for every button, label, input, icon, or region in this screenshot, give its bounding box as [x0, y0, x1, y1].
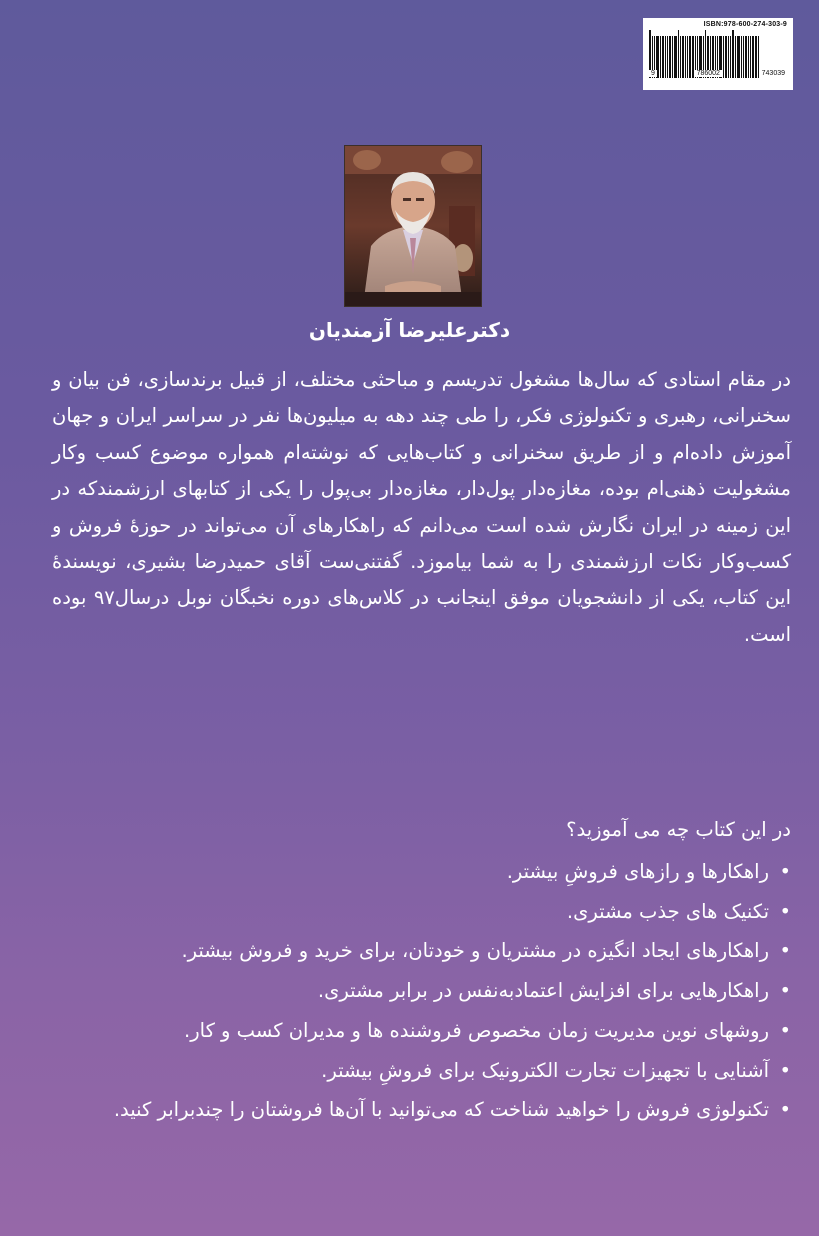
bullet-icon: •	[779, 1058, 791, 1082]
barcode-digits	[649, 70, 787, 77]
bullet-icon: •	[779, 899, 791, 923]
list-item	[51, 931, 791, 971]
author-bio-paragraph: در مقام استادی که سال‌ها مشغول تدریسم و مباحثی مختلف، از قبیل برندسازی، فن بیان و سخنرانی، رهبری و تکنولوژی فکر، را طی چند دهه به میلیون‌ها نفر در سراسر ایران و جهان آموزش داده‌ام و از طریق سخنرانی و کتاب‌هایی که نوشته‌ام همواره موضوع کسب وکار مشغولیت ذهنی‌ام بوده، مغازه‌دار پول‌دار، مغازه‌دار بی‌پول را یکی از کتابهای ارزشمندکه در این زمینه در ایران نگارش شده است می‌دانم که راهکارهای آن می‌تواند در حوزهٔ فروش و کسب‌وکار نکات ارزشمندی را به شما بیاموزد. گفتنی‌ست آقای حمیدرضا بشیری، نویسندهٔ این کتاب، یکی از دانشجویان موفق اینجانب در کلاس‌های دوره نخبگان نوبل درسال۹۷ بوده است.	[52, 368, 791, 646]
bullet-icon: •	[779, 860, 791, 883]
list-item-text: راهکارهایی برای افزایش اعتمادبه‌نفس در برابر مشتری.	[317, 979, 769, 1003]
list-item	[51, 1090, 791, 1130]
learn-heading: در این کتاب چه می آموزید؟	[566, 818, 791, 841]
list-item-text: تکنولوژی فروش را خواهید شناخت که می‌توانید با آن‌ها فروشتان را چندبرابر کنید.	[113, 1098, 769, 1122]
learn-list	[51, 852, 791, 1130]
isbn-label: ISBN:978-600-274-303-9	[703, 21, 787, 28]
list-item	[51, 852, 791, 892]
list-item-text: راهکارها و رازهای فروشِ بیشتر.	[506, 860, 769, 883]
list-item	[51, 892, 791, 932]
barcode-digit-group-2: 743039	[761, 70, 785, 77]
barcode	[643, 18, 793, 90]
barcode-digit-prefix: 9	[651, 70, 655, 77]
author-photo	[344, 145, 482, 307]
bullet-icon: •	[779, 939, 791, 963]
author-name: دکترعلیرضا آزمندیان	[308, 318, 511, 342]
list-item	[51, 971, 791, 1011]
list-item	[51, 1011, 791, 1051]
list-item-text: روشهای نوین مدیریت زمان مخصوص فروشنده ها و مدیران کسب و کار.	[184, 1018, 769, 1042]
list-item-text: تکنیک های جذب مشتری.	[566, 899, 769, 923]
list-item-text: راهکارهای ایجاد انگیزه در مشتریان و خودتان، برای خرید و فروش بیشتر.	[181, 939, 769, 963]
bullet-icon: •	[779, 979, 791, 1003]
bullet-icon: •	[779, 1098, 791, 1122]
barcode-digit-group-1: 786002	[696, 70, 720, 77]
bullet-icon: •	[779, 1018, 791, 1042]
list-item	[51, 1051, 791, 1091]
list-item-text: آشنایی با تجهیزات تجارت الکترونیک برای فروشِ بیشتر.	[321, 1058, 769, 1082]
